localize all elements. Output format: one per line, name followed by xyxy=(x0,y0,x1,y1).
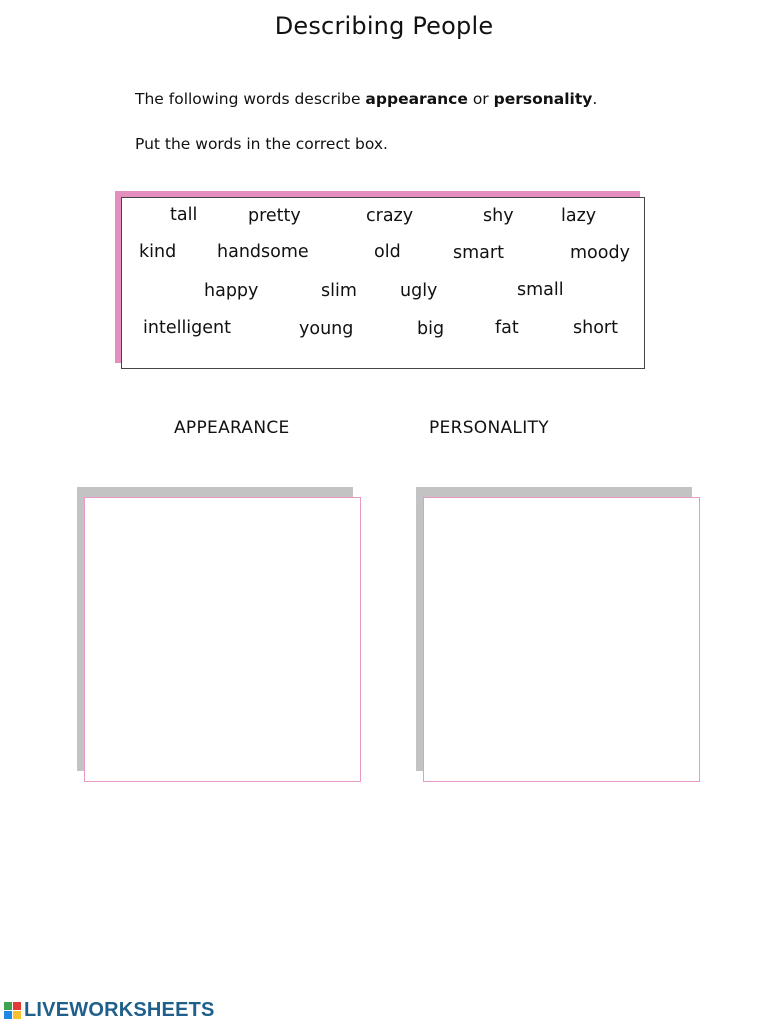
word-pretty[interactable]: pretty xyxy=(248,206,301,226)
word-crazy[interactable]: crazy xyxy=(366,206,414,226)
word-intelligent[interactable]: intelligent xyxy=(143,318,231,338)
word-shy[interactable]: shy xyxy=(483,206,514,226)
keyword-appearance: appearance xyxy=(365,90,468,108)
word-small[interactable]: small xyxy=(517,280,564,300)
word-young[interactable]: young xyxy=(299,319,354,339)
instruction-text: The following words describe xyxy=(135,90,366,108)
instruction-describe xyxy=(135,90,597,108)
word-fat[interactable]: fat xyxy=(495,318,519,338)
word-bank xyxy=(121,197,645,369)
word-smart[interactable]: smart xyxy=(453,243,504,263)
word-ugly[interactable]: ugly xyxy=(400,281,438,301)
instruction-text: or xyxy=(467,90,494,108)
page-title: Describing People xyxy=(274,12,494,40)
word-old[interactable]: old xyxy=(374,242,401,262)
word-moody[interactable]: moody xyxy=(570,243,630,263)
word-big[interactable]: big xyxy=(417,319,445,339)
footer-logo[interactable] xyxy=(4,998,215,1022)
word-lazy[interactable]: lazy xyxy=(561,206,597,226)
brand-name: LIVEWORKSHEETS xyxy=(24,998,215,1021)
word-tall[interactable]: tall xyxy=(170,205,198,225)
word-handsome[interactable]: handsome xyxy=(217,242,309,262)
instruction-text: . xyxy=(592,90,598,108)
instruction-sort: Put the words in the correct box. xyxy=(135,135,388,153)
appearance-drop-box[interactable] xyxy=(84,497,361,782)
keyword-personality: personality xyxy=(493,90,593,108)
word-happy[interactable]: happy xyxy=(204,281,259,301)
appearance-heading: APPEARANCE xyxy=(174,418,290,438)
personality-heading: PERSONALITY xyxy=(429,418,549,438)
word-kind[interactable]: kind xyxy=(139,242,177,262)
liveworksheets-logo-icon xyxy=(4,1002,21,1019)
word-slim[interactable]: slim xyxy=(321,281,357,301)
word-short[interactable]: short xyxy=(573,318,618,338)
personality-drop-box[interactable] xyxy=(423,497,700,782)
